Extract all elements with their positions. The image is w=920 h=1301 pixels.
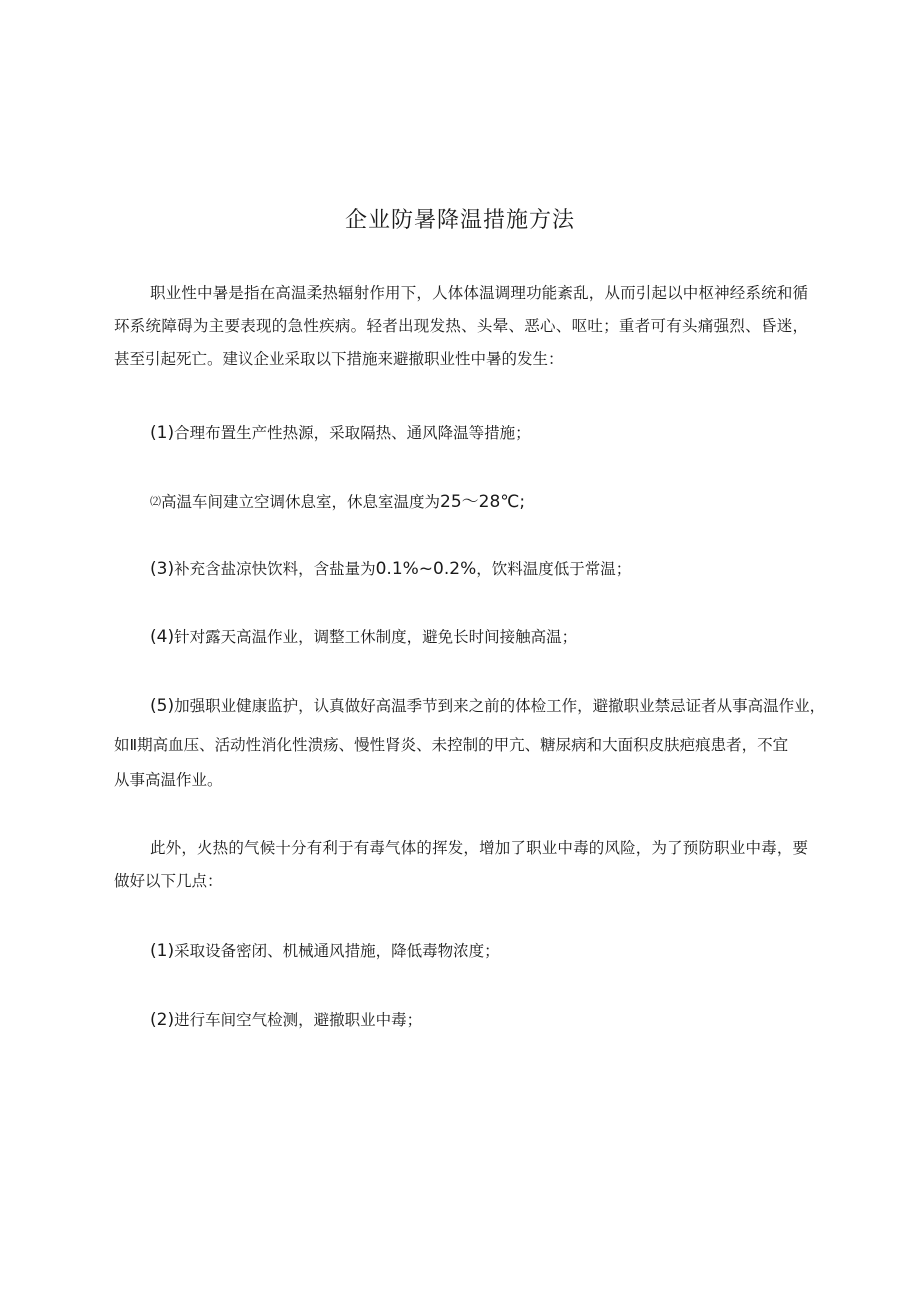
intro-paragraph: 职业性中暑是指在高温柔热辐射作用下，人体体温调理功能紊乱，从而引起以中枢神经系统和循环系统障碍为主要表现的急性疾病。轻者出现发热、头晕、恶心、呕吐；重者可有头痛强烈、昏迷，甚至引起死亡。建议企业采取以下措施来避撤职业性中暑的发生： <box>114 284 808 368</box>
poison-measure-1 <box>150 935 810 968</box>
heat-measure-5-text-1: 加强职业健康监护，认真做好高温季节到来之前的体检工作，避撤职业禁忌证者从事高温作业， <box>174 697 826 715</box>
heat-measure-2-number: ⑵ <box>150 495 161 508</box>
poison-measure-2-text: 进行车间空气检测，避撤职业中毒； <box>174 1011 423 1029</box>
heat-measure-3-after: ，饮料温度低于常温； <box>476 560 632 578</box>
heat-measure-5-line-1 <box>150 690 826 723</box>
heat-measure-3 <box>150 553 810 586</box>
poison-measure-1-text: 采取设备密闭、机械通风措施，降低毒物浓度； <box>174 942 500 960</box>
heat-measure-3-number: (3) <box>150 559 175 579</box>
heat-measure-2-text: 高温车间建立空调休息室，休息室温度为 <box>161 493 441 511</box>
poison-intro-paragraph: 此外，火热的气候十分有利于有毒气体的挥发，增加了职业中毒的风险，为了预防职业中毒，要做好以下几点： <box>114 839 808 890</box>
heat-measure-5-line-3: 从事高温作业。 <box>114 771 223 789</box>
heat-measure-3-text: 补充含盐凉快饮料，含盐量为 <box>174 560 376 578</box>
heat-measure-5-line-2: 如Ⅱ期高血压、活动性消化性溃疡、慢性肾炎、未控制的甲亢、糖尿病和大面积皮肤疤痕患者，不宜 <box>114 736 789 754</box>
heat-measure-2-value: 25～28℃; <box>440 492 526 512</box>
heat-measure-1 <box>150 417 810 450</box>
heat-measure-4-text: 针对露天高温作业，调整工休制度，避免长时间接触高温； <box>174 628 578 646</box>
heat-measure-2 <box>150 485 810 519</box>
document-title: 企业防暑降温措施方法 <box>344 208 575 233</box>
poison-measure-2-number: (2) <box>150 1010 175 1030</box>
poison-measure-2 <box>150 1004 810 1037</box>
heat-measure-1-text: 合理布置生产性热源，采取隔热、通风降温等措施； <box>174 424 531 442</box>
heat-measure-1-number: (1) <box>150 423 175 443</box>
heat-measure-3-value: 0.1%~0.2% <box>375 559 477 579</box>
heat-measure-4-number: (4) <box>150 627 175 647</box>
poison-measure-1-number: (1) <box>150 941 175 961</box>
heat-measure-4 <box>150 621 810 654</box>
heat-measure-5-number: (5) <box>150 696 175 716</box>
